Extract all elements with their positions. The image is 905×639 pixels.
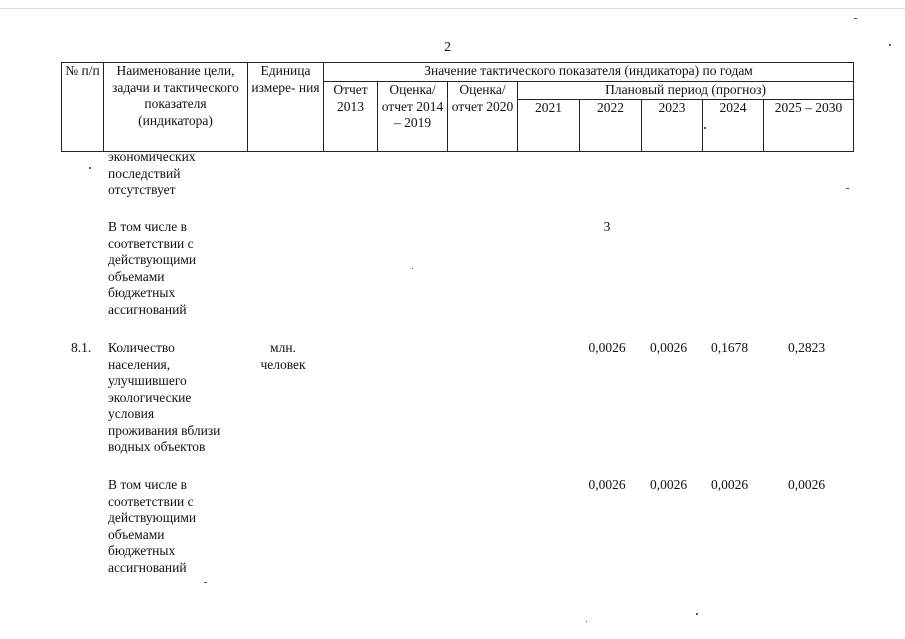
scan-speck — [89, 167, 91, 169]
row-name: экономических последствий отсутствует — [108, 149, 196, 197]
header-year-2022: 2022 — [580, 99, 642, 151]
row-name: В том числе в соответствии с действующими объемами бюджетных ассигнований — [108, 477, 197, 575]
header-col-num: № п/п — [62, 63, 104, 152]
scan-speck — [586, 621, 587, 622]
row-value: 0,0026 — [649, 477, 688, 492]
row-value: 0,0026 — [787, 477, 826, 492]
header-col-unit: Единица измере- ния — [248, 63, 324, 152]
page-number: 2 — [444, 40, 451, 55]
row-value: 0,0026 — [588, 477, 626, 492]
header-year-2024: 2024 — [703, 99, 764, 151]
header-col-name: Наименование цели, задачи и тактического показателя (индикатора) — [104, 63, 248, 152]
row-number: 8.1. — [71, 340, 92, 355]
row-value: 3 — [603, 219, 611, 234]
scan-speck — [704, 127, 706, 129]
header-col-values: Значение тактического показателя (индикатора) по годам — [324, 63, 854, 82]
scan-speck — [854, 18, 857, 19]
row-value: 0,2823 — [787, 340, 826, 355]
header-col-report-2013: Отчет 2013 — [324, 82, 378, 152]
row-value: 0,1678 — [710, 340, 749, 355]
scan-speck — [889, 44, 891, 46]
row-value: 0,0026 — [649, 340, 688, 355]
scan-speck — [696, 613, 698, 615]
header-year-2021: 2021 — [518, 99, 580, 151]
header-col-estimate-2014-2019: Оценка/ отчет 2014 – 2019 — [378, 82, 448, 152]
row-value: 0,0026 — [710, 477, 749, 492]
header-year-2025-2030: 2025 – 2030 — [764, 99, 854, 151]
row-unit: млн. человек — [260, 340, 306, 372]
row-value: 0,0026 — [588, 340, 626, 355]
header-year-2023: 2023 — [642, 99, 703, 151]
scan-speck — [412, 268, 413, 269]
header-col-estimate-2020: Оценка/ отчет 2020 — [448, 82, 518, 152]
indicator-table-header — [61, 62, 854, 152]
row-name: Количество населения, улучшившего экологические условия проживания вблизи водных объектов — [108, 340, 221, 454]
scan-speck — [846, 188, 849, 189]
scan-speck — [204, 582, 207, 583]
header-col-plan-period: Плановый период (прогноз) — [518, 82, 854, 100]
row-name: В том числе в соответствии с действующими объемами бюджетных ассигнований — [108, 219, 197, 317]
scan-edge-line — [0, 8, 905, 9]
